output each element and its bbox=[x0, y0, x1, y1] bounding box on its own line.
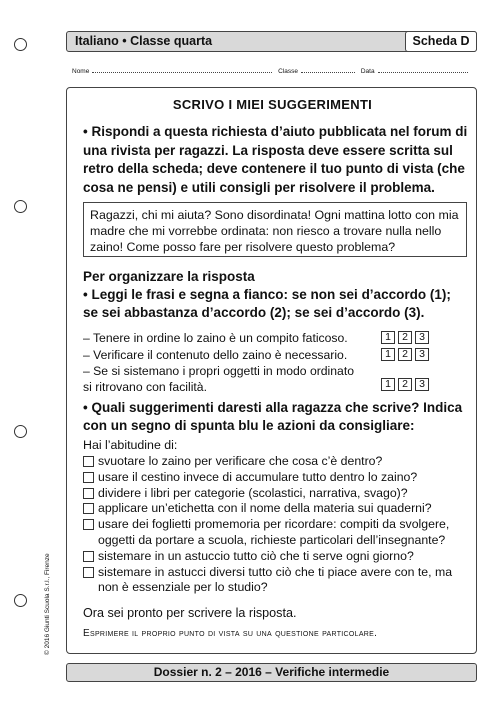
statement-1: – Tenere in ordine lo zaino è un compito faticoso. bbox=[83, 331, 348, 345]
habit-heading: Hai l’abitudine di: bbox=[83, 438, 178, 452]
rating-options-2 bbox=[381, 348, 441, 361]
classe-label: Classe bbox=[278, 68, 299, 75]
worksheet-frame bbox=[66, 87, 477, 654]
advice-checklist bbox=[83, 454, 473, 596]
list-item: sistemare in astucci diversi tutto ciò che ti piace avere con te, ma non è essenziale per lo studio? bbox=[83, 565, 473, 597]
binder-hole-2 bbox=[14, 200, 27, 213]
rating-box[interactable]: 1 bbox=[381, 378, 395, 391]
rating-box[interactable]: 2 bbox=[398, 378, 412, 391]
checkbox[interactable] bbox=[83, 456, 94, 467]
checkbox[interactable] bbox=[83, 519, 94, 530]
checkbox[interactable] bbox=[83, 503, 94, 514]
binder-hole-4 bbox=[14, 594, 27, 607]
data-field[interactable] bbox=[378, 67, 468, 73]
classe-field[interactable] bbox=[301, 67, 355, 73]
checkbox[interactable] bbox=[83, 551, 94, 562]
advice-instruction: • Quali suggerimenti daresti alla ragazza che scrive? Indica con un segno di spunta blu le azioni da consigliare: bbox=[83, 400, 463, 433]
rating-box[interactable]: 3 bbox=[415, 378, 429, 391]
list-item: sistemare in un astuccio tutto ciò che ti serve ogni giorno? bbox=[83, 549, 473, 565]
list-item: applicare un’etichetta con il nome della materia sui quaderni? bbox=[83, 501, 473, 517]
list-item: usare il cestino invece di accumulare tutto dentro lo zaino? bbox=[83, 470, 473, 486]
statement-2: – Verificare il contenuto dello zaino è necessario. bbox=[83, 348, 348, 362]
rating-instruction: • Leggi le frasi e segna a fianco: se non sei d’accordo (1); se sei abbastanza d’accordo (2); se sei d’accordo (3). bbox=[83, 287, 451, 320]
checkbox[interactable] bbox=[83, 567, 94, 578]
list-item: svuotare lo zaino per verificare che cosa c’è dentro? bbox=[83, 454, 473, 470]
scheda-label: Scheda D bbox=[405, 31, 477, 52]
checkbox[interactable] bbox=[83, 472, 94, 483]
statement-3: – Se si sistemano i propri oggetti in modo ordinato si ritrovano con facilità. bbox=[83, 364, 354, 394]
header-title: Italiano • Classe quarta bbox=[75, 34, 213, 48]
nome-field[interactable] bbox=[92, 67, 272, 73]
rating-box[interactable]: 3 bbox=[415, 348, 429, 361]
list-item: dividere i libri per categorie (scolastici, narrativa, svago)? bbox=[83, 486, 473, 502]
list-item: usare dei foglietti promemoria per ricordare: compiti da svolgere, oggetti da portare a scuola, richieste particolari dell’insegnante? bbox=[83, 517, 473, 549]
header-bar bbox=[66, 31, 477, 52]
forum-quote: Ragazzi, chi mi aiuta? Sono disordinata! Ogni mattina lotto con mia madre che mi vorrebbe ordinata: non riesco a trovare nulla nello zaino! Come posso fare per risolvere questo problema? bbox=[83, 202, 467, 257]
copyright-note: © 2016 Giunti Scuola S.r.l., Firenze bbox=[44, 553, 51, 655]
worksheet-title: SCRIVO I MIEI SUGGERIMENTI bbox=[172, 97, 373, 112]
intro-instruction: • Rispondi a questa richiesta d’aiuto pubblicata nel forum di una rivista per ragazzi. La risposta deve essere scritta sul retro della scheda; deve contenere il tuo punto di vista (che cosa ne pensi) e utili consigli per risolvere il problema. bbox=[83, 124, 468, 195]
data-label: Data bbox=[360, 68, 375, 75]
nome-label: Nome bbox=[72, 68, 90, 75]
rating-box[interactable]: 3 bbox=[415, 331, 429, 344]
binder-hole-3 bbox=[14, 425, 27, 438]
task-objective: Esprimere il proprio punto di vista su una questione particolare. bbox=[83, 628, 378, 639]
student-info-row bbox=[72, 67, 480, 75]
binder-hole-1 bbox=[14, 38, 27, 51]
checkbox[interactable] bbox=[83, 488, 94, 499]
footer-bar: Dossier n. 2 – 2016 – Verifiche intermedie bbox=[66, 663, 477, 682]
rating-options-1 bbox=[381, 331, 441, 344]
rating-box[interactable]: 1 bbox=[381, 331, 395, 344]
rating-box[interactable]: 2 bbox=[398, 348, 412, 361]
rating-options-3 bbox=[381, 378, 441, 391]
rating-box[interactable]: 2 bbox=[398, 331, 412, 344]
section-heading: Per organizzare la risposta bbox=[83, 269, 255, 284]
rating-box[interactable]: 1 bbox=[381, 348, 395, 361]
closing-sentence: Ora sei pronto per scrivere la risposta. bbox=[83, 606, 297, 620]
